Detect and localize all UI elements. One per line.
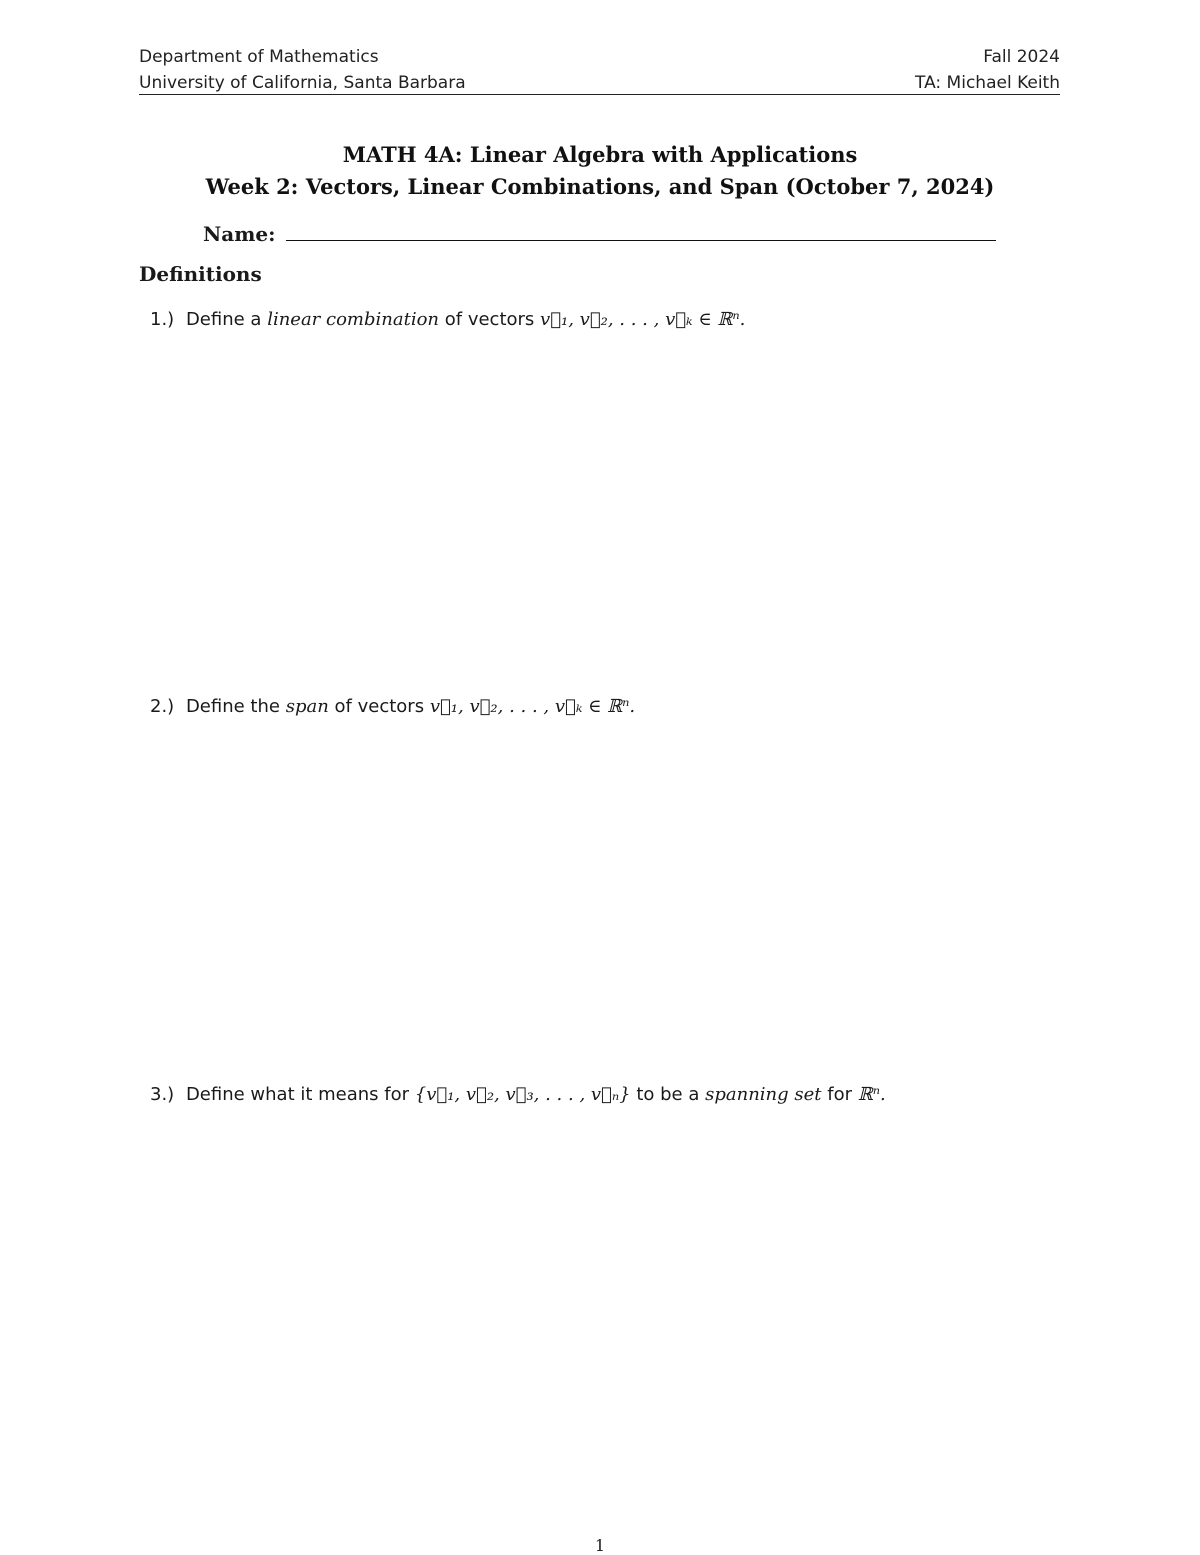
question-3 [150, 1082, 886, 1108]
name-label: Name: [203, 222, 276, 246]
question-1 [150, 307, 745, 333]
question-2 [150, 694, 635, 720]
question-math: {v⃗₁, v⃗₂, v⃗₃, . . . , v⃗ₙ} [414, 1084, 631, 1105]
header-right [915, 44, 1060, 96]
question-text: Define the [185, 696, 280, 717]
question-term: linear combination [267, 309, 440, 330]
question-text: of vectors [334, 696, 425, 717]
question-text: Define what it means for [185, 1084, 410, 1105]
page-title: MATH 4A: Linear Algebra with Applications [342, 142, 858, 167]
question-math: ℝⁿ. [857, 1084, 886, 1105]
title-block [0, 140, 1200, 202]
name-blank-line[interactable] [286, 220, 996, 241]
page-number: 1 [594, 1536, 606, 1555]
question-text: to be a [636, 1084, 700, 1105]
question-number: 3.) [150, 1084, 175, 1105]
header-left [139, 44, 466, 96]
question-math: v⃗₁, v⃗₂, . . . , v⃗ₖ ∈ ℝⁿ. [429, 696, 636, 717]
university: University of California, Santa Barbara [139, 73, 466, 93]
department: Department of Mathematics [139, 47, 379, 67]
name-field-row [203, 220, 996, 246]
page-subtitle: Week 2: Vectors, Linear Combinations, and Span (October 7, 2024) [205, 174, 995, 199]
section-heading: Definitions [139, 262, 262, 286]
ta-name: TA: Michael Keith [915, 73, 1060, 93]
question-math: v⃗₁, v⃗₂, . . . , v⃗ₖ ∈ ℝⁿ. [540, 309, 746, 330]
question-term: span [285, 696, 329, 717]
question-text: Define a [185, 309, 262, 330]
question-number: 2.) [150, 696, 175, 717]
question-text: of vectors [444, 309, 535, 330]
question-term: spanning set [705, 1084, 822, 1105]
question-text: for [827, 1084, 853, 1105]
question-number: 1.) [150, 309, 175, 330]
header-divider [139, 94, 1060, 95]
term: Fall 2024 [983, 47, 1060, 67]
